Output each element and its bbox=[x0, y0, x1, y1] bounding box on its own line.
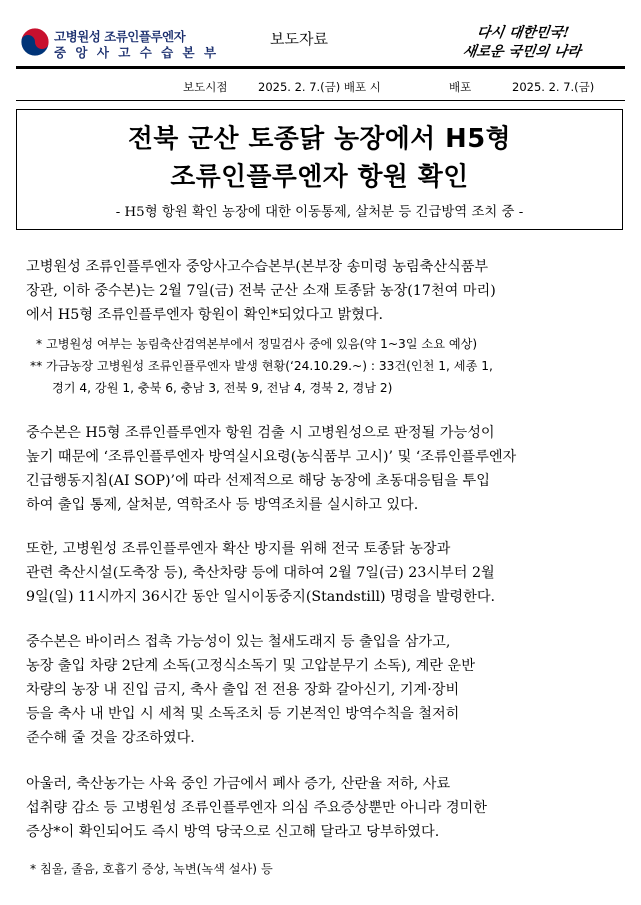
paragraph-3 bbox=[26, 537, 622, 609]
paragraph-5 bbox=[26, 772, 622, 844]
footnote-1: * 고병원성 여부는 농림축산검역본부에서 정밀검사 중에 있음(약 1~3일 소요 예상) bbox=[36, 337, 478, 351]
slogan bbox=[457, 22, 617, 62]
paragraph-line: 장관, 이하 중수본)는 2월 7일(금) 전북 군산 소재 토종닭 농장(17천여 마리) bbox=[26, 283, 496, 299]
paragraph-line: 아울러, 축산농가는 사육 중인 가금에서 폐사 증가, 산란율 저하, 사료 bbox=[26, 776, 451, 792]
release-divider bbox=[16, 100, 625, 101]
taegeuk-emblem-icon bbox=[20, 27, 50, 57]
logo-text-line2: 중 앙 사 고 수 습 본 부 bbox=[54, 45, 219, 60]
title-box bbox=[16, 109, 623, 230]
paragraph-line: 고병원성 조류인플루엔자 중앙사고수습본부(본부장 송미령 농림축산식품부 bbox=[26, 259, 489, 275]
footnote-3: * 침울, 졸음, 호흡기 증상, 녹변(녹색 설사) 등 bbox=[30, 862, 273, 876]
footnote-2: ** 가금농장 고병원성 조류인플루엔자 발생 현황(‘24.10.29.~) : 33건(인천 1, 세종 1, bbox=[30, 359, 493, 373]
slogan-line2: 새로운 국민의 나라 bbox=[461, 44, 582, 60]
paragraph-line: 긴급행동지침(AI SOP)’에 따라 선제적으로 해당 농장에 초동대응팀을 투입 bbox=[26, 473, 490, 489]
paragraph-line: 섭취량 감소 등 고병원성 조류인플루엔자 의심 주요증상뿐만 아니라 경미한 bbox=[26, 800, 487, 816]
distribution-label: 배포 bbox=[449, 80, 472, 94]
headline-line2: 조류인플루엔자 항원 확인 bbox=[170, 162, 469, 192]
paragraph-line: 9일(일) 11시까지 36시간 동안 일시이동중지(Standstill) 명령을 발령한다. bbox=[26, 589, 496, 605]
slogan-line1: 다시 대한민국! bbox=[475, 25, 571, 41]
subheadline: - H5형 항원 확인 농장에 대한 이동통제, 살처분 등 긴급방역 조치 중 - bbox=[115, 205, 524, 220]
logo-text-line1: 고병원성 조류인플루엔자 bbox=[54, 29, 186, 44]
release-time-value: 2025. 2. 7.(금) 배포 시 bbox=[258, 80, 381, 94]
paragraph-line: 준수해 줄 것을 강조하였다. bbox=[26, 730, 195, 746]
ministry-logo bbox=[18, 24, 219, 60]
release-time-label: 보도시점 bbox=[183, 80, 228, 94]
headline-line1: 전북 군산 토종닭 농장에서 H5형 bbox=[127, 124, 512, 154]
paragraph-2 bbox=[26, 421, 622, 517]
press-release-label: 보도자료 bbox=[270, 30, 328, 48]
distribution-value: 2025. 2. 7.(금) bbox=[512, 80, 595, 94]
paragraph-line: 중수본은 H5형 조류인플루엔자 항원 검출 시 고병원성으로 판정될 가능성이 bbox=[26, 425, 495, 441]
paragraph-line: 등을 축사 내 반입 시 세척 및 소독조치 등 기본적인 방역수칙을 철저히 bbox=[26, 706, 460, 722]
paragraph-line: 차량의 농장 내 진입 금지, 축사 출입 전 전용 장화 갈아신기, 기계·장비 bbox=[26, 682, 460, 698]
footnote-2-continued: 경기 4, 강원 1, 충북 6, 충남 3, 전북 9, 전남 4, 경북 2, 경남 2) bbox=[52, 381, 393, 395]
paragraph-1 bbox=[26, 255, 622, 327]
paragraph-line: 하여 출입 통제, 살처분, 역학조사 등 방역조치를 실시하고 있다. bbox=[26, 497, 419, 513]
paragraph-line: 또한, 고병원성 조류인플루엔자 확산 방지를 위해 전국 토종닭 농장과 bbox=[26, 541, 451, 557]
paragraph-4 bbox=[26, 630, 622, 750]
header bbox=[18, 22, 623, 62]
paragraph-line: 증상*이 확인되어도 즉시 방역 당국으로 신고해 달라고 당부하였다. bbox=[26, 824, 440, 840]
paragraph-line: 에서 H5형 조류인플루엔자 항원이 확인*되었다고 밝혔다. bbox=[26, 307, 384, 323]
paragraph-line: 농장 출입 차량 2단계 소독(고정식소독기 및 고압분무기 소독), 계란 운반 bbox=[26, 658, 475, 674]
paragraph-line: 관련 축산시설(도축장 등), 축산차량 등에 대하여 2월 7일(금) 23시부터 2월 bbox=[26, 565, 495, 581]
paragraph-line: 중수본은 바이러스 접촉 가능성이 있는 철새도래지 등 출입을 삼가고, bbox=[26, 634, 451, 650]
header-divider bbox=[16, 66, 625, 69]
paragraph-line: 높기 때문에 ‘조류인플루엔자 방역실시요령(농식품부 고시)’ 및 ‘조류인플루엔자 bbox=[26, 449, 517, 465]
